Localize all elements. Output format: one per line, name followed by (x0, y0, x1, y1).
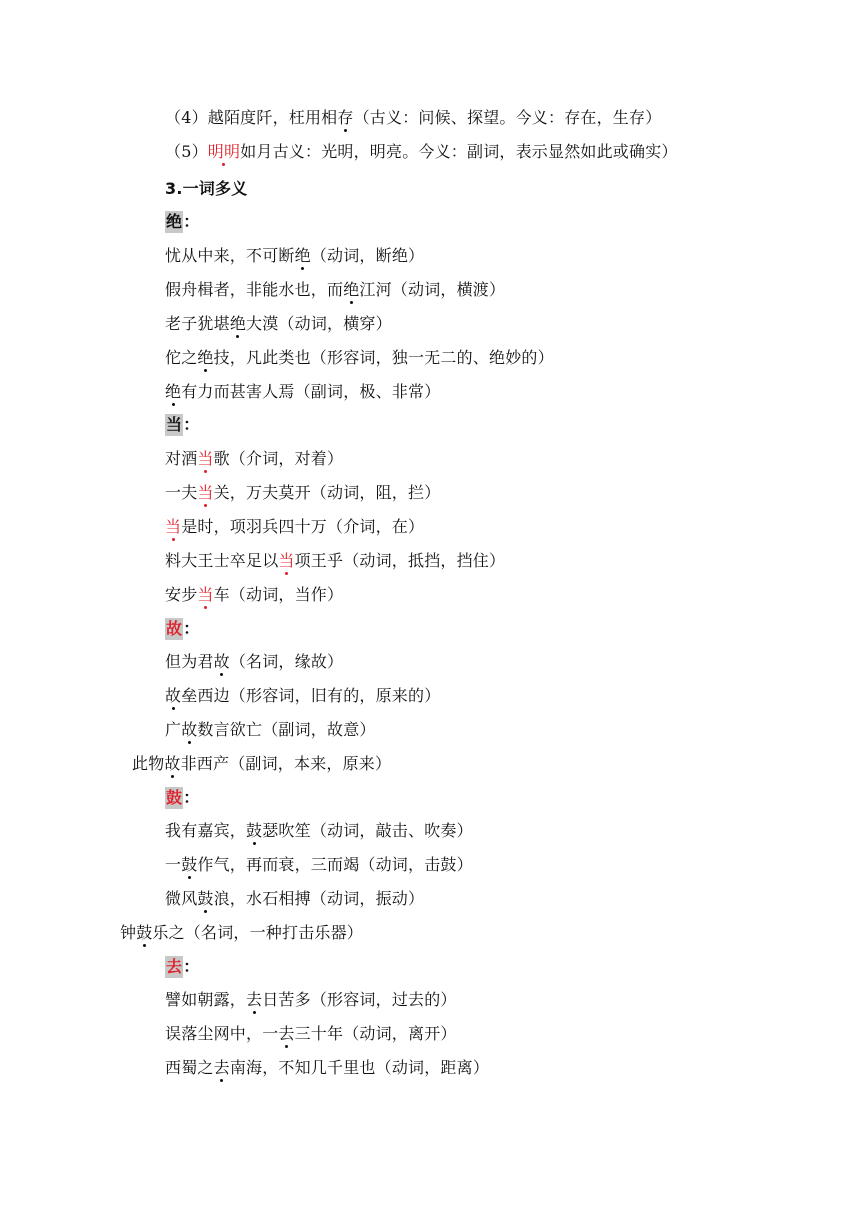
text-line: 忧从中来，不可断绝（动词，断绝） (165, 246, 425, 265)
emphasis-char: 当 (278, 551, 295, 570)
emphasis-char: 鼓 (181, 855, 198, 874)
emphasis-char: 明明 (207, 142, 241, 161)
emphasis-char: 存 (337, 108, 354, 127)
text-line: 佗之绝技，凡此类也（形容词，独一无二的、绝妙的） (165, 348, 554, 367)
emphasis-char: 鼓 (197, 889, 214, 908)
text-line: 故垒西边（形容词，旧有的，原来的） (165, 686, 441, 705)
text-line: 料大王士卒足以当项王乎（动词，抵挡，挡住） (165, 551, 506, 570)
emphasis-char: 故 (181, 720, 198, 739)
emphasis-char: 鼓 (136, 923, 153, 942)
text-line: 但为君故（名词，缘故） (165, 652, 344, 671)
term-highlight: 当 (166, 415, 183, 434)
term-heading: 鼓： (166, 788, 200, 807)
emphasis-char: 绝 (165, 382, 182, 401)
text-line: 对酒当歌（介词，对着） (165, 449, 344, 468)
term-heading: 绝： (166, 212, 200, 231)
term-heading: 去： (166, 957, 200, 976)
text-line: （5）明明如月古义：光明，明亮。今义：副词，表示显然如此或确实） (165, 142, 678, 161)
term-heading: 故： (166, 619, 200, 638)
text-line: 微风鼓浪，水石相搏（动词，振动） (165, 889, 425, 908)
section-heading: 3.一词多义 (165, 179, 248, 198)
text-line: （4）越陌度阡，枉用相存（古义：问候、探望。今义：存在，生存） (165, 108, 662, 127)
emphasis-char: 当 (197, 585, 214, 604)
text-line: 老子犹堪绝大漠（动词，横穿） (165, 314, 392, 333)
text-line: 广故数言欲亡（副词，故意） (165, 720, 376, 739)
term-highlight: 鼓 (166, 788, 183, 807)
text-line: 此物故非西产（副词，本来，原来） (132, 754, 392, 773)
emphasis-char: 绝 (343, 280, 360, 299)
term-highlight: 故 (166, 619, 183, 638)
text-line: 西蜀之去南海，不知几千里也（动词，距离） (165, 1058, 490, 1077)
emphasis-char: 故 (213, 652, 230, 671)
emphasis-char: 绝 (294, 246, 311, 265)
text-line: 譬如朝露，去日苦多（形容词，过去的） (165, 990, 457, 1009)
emphasis-char: 当 (197, 483, 214, 502)
text-line: 我有嘉宾，鼓瑟吹笙（动词，敲击、吹奏） (165, 821, 473, 840)
text-line: 误落尘网中，一去三十年（动词，离开） (165, 1024, 457, 1043)
emphasis-char: 绝 (197, 348, 214, 367)
text-line: 安步当车（动词，当作） (165, 585, 344, 604)
emphasis-char: 绝 (229, 314, 247, 333)
term-heading: 当： (166, 415, 200, 434)
emphasis-char: 当 (165, 517, 182, 536)
emphasis-char: 去 (246, 990, 263, 1009)
emphasis-char: 去 (213, 1058, 230, 1077)
text-line: 一鼓作气，再而衰，三而竭（动词，击鼓） (165, 855, 473, 874)
text-line: 绝有力而甚害人焉（副词，极、非常） (165, 382, 441, 401)
emphasis-char: 故 (165, 686, 182, 705)
emphasis-char: 去 (278, 1024, 295, 1043)
text-line: 假舟楫者，非能水也，而绝江河（动词，横渡） (165, 280, 506, 299)
emphasis-char: 故 (164, 754, 181, 773)
emphasis-char: 当 (197, 449, 214, 468)
text-line: 一夫当关，万夫莫开（动词，阻，拦） (165, 483, 441, 502)
text-line: 钟鼓乐之（名词，一种打击乐器） (120, 923, 364, 942)
emphasis-char: 鼓 (246, 821, 263, 840)
term-highlight: 绝 (166, 212, 183, 231)
term-highlight: 去 (166, 957, 183, 976)
text-line: 当是时，项羽兵四十万（介词，在） (165, 517, 425, 536)
